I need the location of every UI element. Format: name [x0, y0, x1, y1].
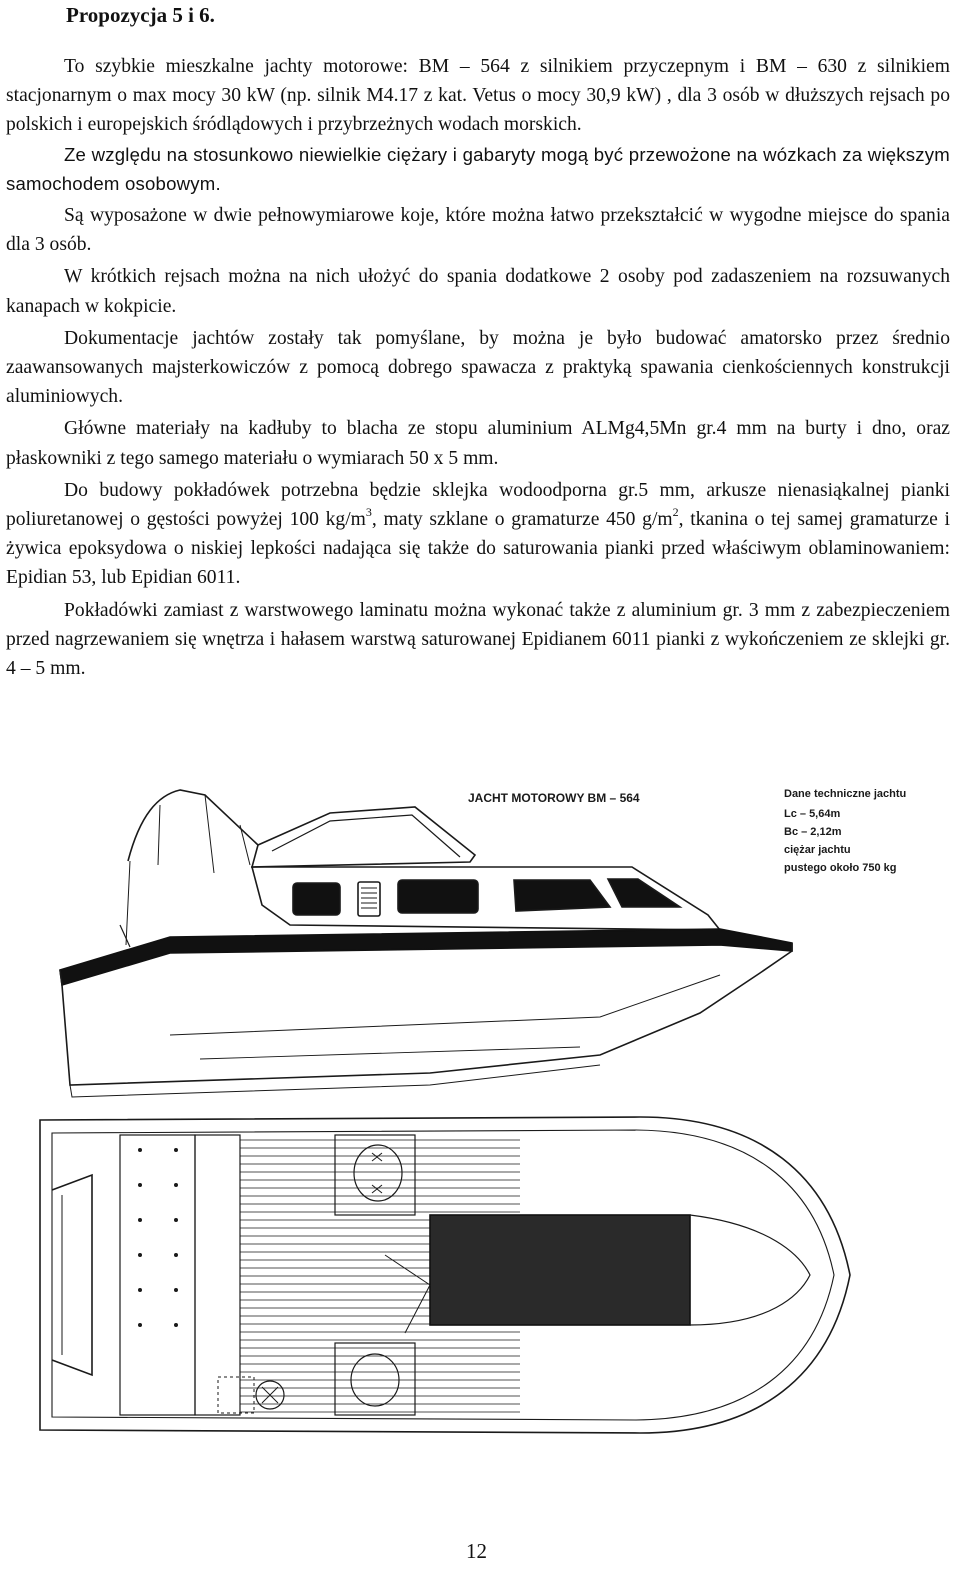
cockpit-seat: [120, 1135, 195, 1415]
windshield: [252, 807, 475, 867]
page-number: 12: [466, 1539, 487, 1563]
toilet-icon: [354, 1145, 402, 1201]
spec-beam: Bc – 2,12m: [784, 826, 842, 838]
hull-outline: [60, 943, 792, 1085]
hull-band: [60, 929, 792, 985]
paragraph-transport: Ze względu na stosunkowo niewielkie ciężary i gabaryty mogą być przewożone na wózkach za większym samochodem osobowym.: [6, 143, 950, 194]
cabin-window: [398, 880, 478, 913]
cabin-window: [608, 879, 680, 907]
spec-weight-line1: ciężar jachtu: [784, 844, 851, 856]
outboard-well: [52, 1175, 92, 1375]
spec-weight-line2: pustego około 750 kg: [784, 862, 897, 874]
yacht-plan-view: [40, 1117, 850, 1433]
yacht-side-view: [60, 790, 792, 1097]
paragraph-documentation: Dokumentacje jachtów zostały tak pomyślane, by można je było budować amatorsko przez średnio zaawansowanych majsterkowiczów z pomocą dobrego spawacza z praktyką spawania cienkościennych konstrukcji aluminiowych.: [6, 327, 950, 408]
paragraph-deckhouse-materials: Do budowy pokładówek potrzebna będzie sklejka wodoodporna gr.5 mm, arkusze nienasiąkalnej pianki poliuretanowej o gęstości powyżej 100 $kg/m^3$, maty szklane o gramaturze 450 $g/m^2$, tkanina o tej samej gramaturze i żywica epoksydowa o niskiej lepkości nadająca się także do saturowania pianki przed właściwym oblaminowaniem: Epidian 53, lub Epidian 6011.: [6, 479, 950, 589]
drawing-title: JACHT MOTOROWY BM – 564: [468, 791, 640, 805]
seat-dots: [138, 1148, 178, 1327]
toilet-compartment: [335, 1135, 415, 1215]
cabin-window: [293, 883, 340, 915]
spec-length: Lc – 5,64m: [784, 808, 841, 820]
berth-block: [430, 1215, 690, 1325]
cockpit-seat: [195, 1135, 240, 1415]
canopy-frame: [128, 790, 258, 861]
section-heading: Propozycja 5 i 6.: [66, 3, 215, 27]
paragraph-hull-materials: Główne materiały na kadłuby to blacha ze stopu aluminium ALMg4,5Mn gr.4 mm na burty i dno, oraz płaskowniki z tego samego materiału o wymiarach 50 x 5 mm.: [6, 418, 950, 469]
paragraph-intro: To szybkie mieszkalne jachty motorowe: BM – 564 z silnikiem przyczepnym i BM – 630 z silnikiem stacjonarnym o max mocy 30 kW (np. silnik M4.17 z kat. Vetus o mocy 30,9 kW) , dla 3 osób w dłuższych rejsach po polskich i europejskich śródlądowych i przybrzeżnych wodach morskich.: [6, 56, 950, 136]
yacht-drawing: [0, 755, 960, 1455]
paragraph-extra-sleeping: W krótkich rejsach można na nich ułożyć do spania dodatkowe 2 osoby pod zadaszeniem na rozsuwanych kanapach w kokpicie.: [6, 266, 950, 317]
vent-grille: [358, 882, 380, 916]
cabin-window: [514, 880, 610, 911]
body-text: [6, 52, 950, 683]
paragraph-aluminium-alternative: Pokładówki zamiast z warstwowego laminatu można wykonać także z aluminium gr. 3 mm z zabezpieczeniem przed nagrzewaniem się wnętrza i hałasem warstwą saturowanej Epidianem 6011 pianki z wykończeniem ze sklejki gr. 4 – 5 mm.: [6, 599, 950, 680]
specs-title: Dane techniczne jachtu: [784, 788, 907, 800]
paragraph-berths: Są wyposażone w dwie pełnowymiarowe koje, które można łatwo przekształcić w wygodne miejsce do spania dla 3 osób.: [6, 205, 950, 256]
